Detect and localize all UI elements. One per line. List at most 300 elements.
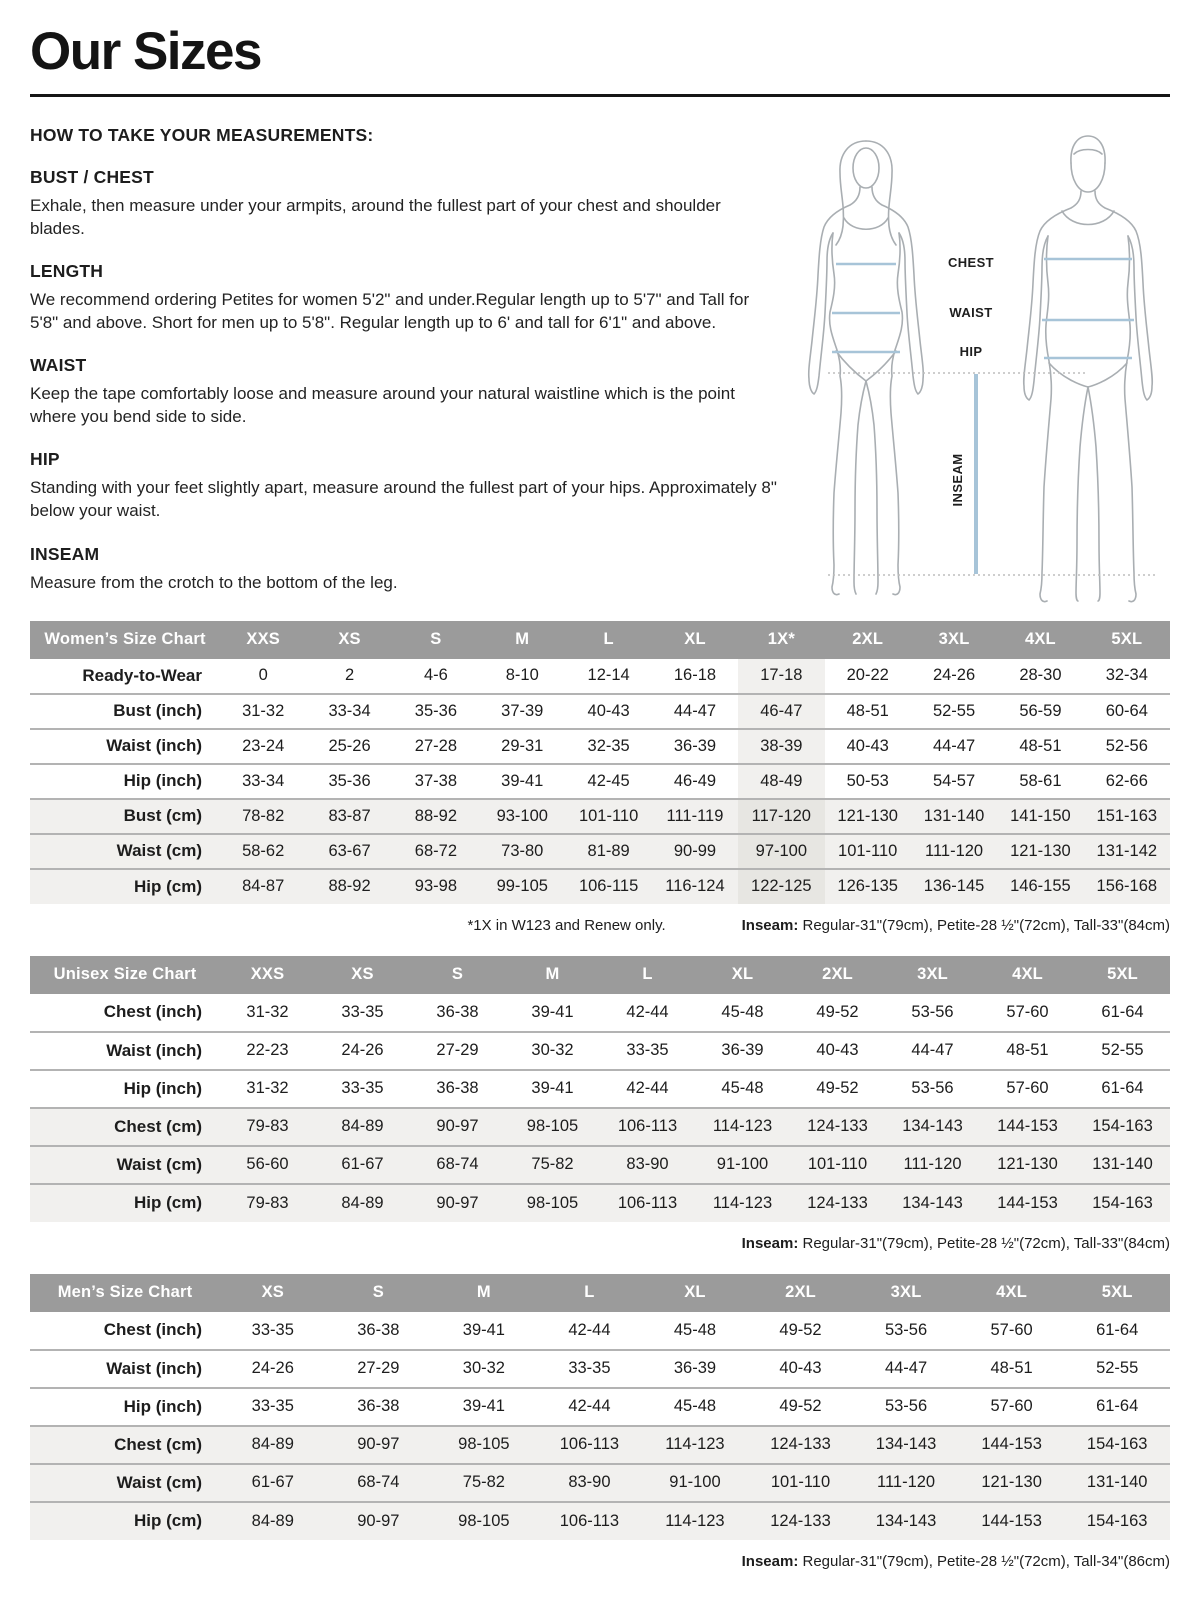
column-header: 2XL	[790, 956, 885, 994]
size-cell: 101-110	[790, 1146, 885, 1184]
intro-section	[30, 123, 1170, 603]
table-row	[30, 1184, 1170, 1222]
size-cell: 44-47	[652, 694, 738, 729]
size-cell: 131-140	[1075, 1146, 1170, 1184]
size-cell: 22-23	[220, 1032, 315, 1070]
table-row	[30, 1070, 1170, 1108]
inseam-footnote-label: Inseam:	[741, 916, 799, 934]
size-cell: 31-32	[220, 1070, 315, 1108]
size-cell: 106-113	[600, 1108, 695, 1146]
size-cell: 35-36	[393, 694, 479, 729]
size-cell: 53-56	[885, 1070, 980, 1108]
size-cell: 144-153	[980, 1184, 1075, 1222]
size-cell: 124-133	[790, 1108, 885, 1146]
table-row	[30, 1108, 1170, 1146]
size-cell: 24-26	[315, 1032, 410, 1070]
size-cell: 78-82	[220, 799, 306, 834]
size-cell: 40-43	[748, 1350, 854, 1388]
size-cell: 154-163	[1064, 1426, 1170, 1464]
size-cell: 101-110	[748, 1464, 854, 1502]
size-cell: 156-168	[1084, 869, 1170, 904]
womens-size-table	[30, 621, 1170, 904]
size-cell: 52-55	[1064, 1350, 1170, 1388]
size-cell: 45-48	[695, 1070, 790, 1108]
title-divider	[30, 94, 1170, 97]
instructions-heading: HOW TO TAKE YOUR MEASUREMENTS:	[30, 124, 374, 145]
row-label: Ready-to-Wear	[82, 665, 202, 685]
size-cell: 44-47	[911, 729, 997, 764]
inseam-footnote-text: Regular-31"(79cm), Petite-28 ½"(72cm), Tall-33"(84cm)	[798, 1234, 1170, 1252]
size-cell: 68-74	[410, 1146, 505, 1184]
size-cell: 61-64	[1064, 1388, 1170, 1426]
row-label: Chest (inch)	[103, 1002, 202, 1022]
size-cell: 48-51	[980, 1032, 1075, 1070]
column-header: XL	[695, 956, 790, 994]
column-header: S	[393, 621, 479, 659]
size-cell: 53-56	[853, 1388, 959, 1426]
column-header: 5XL	[1064, 1274, 1170, 1312]
table-row	[30, 1032, 1170, 1070]
size-cell: 124-133	[790, 1184, 885, 1222]
size-cell: 58-61	[997, 764, 1083, 799]
size-cell: 144-153	[959, 1426, 1065, 1464]
section-waist	[30, 355, 778, 428]
size-cell: 68-72	[393, 834, 479, 869]
size-cell: 42-44	[626, 1002, 669, 1021]
size-cell: 36-38	[326, 1388, 432, 1426]
table-row	[30, 869, 1170, 904]
woman-figure	[809, 141, 924, 595]
size-cell: 81-89	[565, 834, 651, 869]
size-cell: 37-38	[393, 764, 479, 799]
size-cell: 17-18	[738, 659, 824, 694]
size-cell: 114-123	[695, 1184, 790, 1222]
column-header: S	[410, 956, 505, 994]
size-cell: 49-52	[779, 1320, 822, 1339]
size-cell: 154-163	[1075, 1108, 1170, 1146]
size-cell: 45-48	[721, 1002, 764, 1021]
unisex-size-table	[30, 956, 1170, 1222]
size-cell: 111-119	[652, 799, 738, 834]
size-cell: 45-48	[642, 1388, 748, 1426]
size-cell: 40-43	[790, 1032, 885, 1070]
size-cell: 90-97	[326, 1502, 432, 1540]
size-cell: 154-163	[1075, 1184, 1170, 1222]
size-cell: 84-89	[220, 1502, 326, 1540]
size-cell: 33-35	[537, 1350, 643, 1388]
row-label: Hip (cm)	[30, 1184, 220, 1222]
row-label: Waist (cm)	[30, 834, 220, 869]
column-header: XS	[306, 621, 392, 659]
column-header: 2XL	[748, 1274, 854, 1312]
size-cell: 97-100	[738, 834, 824, 869]
size-cell: 68-74	[326, 1464, 432, 1502]
inseam-footnote	[742, 1235, 1170, 1252]
mens-size-table	[30, 1274, 1170, 1540]
size-cell: 111-120	[853, 1464, 959, 1502]
table-row	[30, 799, 1170, 834]
size-cell: 61-64	[1096, 1320, 1139, 1339]
size-cell: 134-143	[853, 1426, 959, 1464]
size-cell: 144-153	[959, 1502, 1065, 1540]
man-figure	[1024, 136, 1153, 602]
size-cell: 90-97	[326, 1426, 432, 1464]
size-cell: 46-47	[738, 694, 824, 729]
size-cell: 33-35	[600, 1032, 695, 1070]
section-bust-chest	[30, 167, 778, 240]
table-row	[30, 659, 1170, 694]
size-cell: 49-52	[790, 1070, 885, 1108]
size-cell: 32-35	[565, 729, 651, 764]
size-cell: 36-38	[410, 1070, 505, 1108]
size-cell: 93-100	[479, 799, 565, 834]
mens-size-chart-block	[30, 1274, 1170, 1570]
footnote-note: *1X in W123 and Renew only.	[467, 916, 666, 934]
size-cell: 90-99	[652, 834, 738, 869]
size-cell: 91-100	[695, 1146, 790, 1184]
size-cell: 27-29	[410, 1032, 505, 1070]
inseam-label: INSEAM	[950, 453, 965, 507]
section-length	[30, 261, 778, 334]
size-cell: 106-113	[600, 1184, 695, 1222]
size-cell: 106-115	[565, 869, 651, 904]
size-cell: 46-49	[652, 764, 738, 799]
size-cell: 29-31	[479, 729, 565, 764]
size-cell: 75-82	[431, 1464, 537, 1502]
size-cell: 8-10	[505, 666, 539, 685]
size-cell: 33-34	[220, 764, 306, 799]
size-cell: 84-89	[315, 1184, 410, 1222]
size-cell: 56-60	[220, 1146, 315, 1184]
size-cell: 122-125	[738, 869, 824, 904]
inseam-footnote-text: Regular-31"(79cm), Petite-28 ½"(72cm), Tall-33"(84cm)	[798, 916, 1170, 934]
size-cell: 114-123	[642, 1426, 748, 1464]
column-header: 3XL	[911, 621, 997, 659]
row-label: Waist (inch)	[30, 1350, 220, 1388]
column-header: M	[505, 956, 600, 994]
column-header: XS	[315, 956, 410, 994]
size-cell: 90-97	[410, 1108, 505, 1146]
size-cell: 73-80	[479, 834, 565, 869]
table-title: Men’s Size Chart	[30, 1274, 220, 1312]
size-cell: 30-32	[431, 1350, 537, 1388]
hip-label: HIP	[959, 343, 983, 359]
table-title: Unisex Size Chart	[30, 956, 220, 994]
size-cell: 39-41	[431, 1388, 537, 1426]
size-cell: 36-39	[652, 729, 738, 764]
size-cell: 32-34	[1105, 666, 1148, 685]
size-cell: 90-97	[410, 1184, 505, 1222]
size-cell: 84-89	[220, 1426, 326, 1464]
size-cell: 136-145	[911, 869, 997, 904]
column-header: S	[326, 1274, 432, 1312]
column-header: L	[565, 621, 651, 659]
row-label: Chest (cm)	[30, 1426, 220, 1464]
size-cell: 42-45	[565, 764, 651, 799]
size-cell: 83-90	[600, 1146, 695, 1184]
table-row	[30, 1502, 1170, 1540]
size-cell: 98-105	[431, 1426, 537, 1464]
mens-footnote	[30, 1553, 1170, 1570]
row-label: Hip (cm)	[30, 869, 220, 904]
table-row	[30, 1388, 1170, 1426]
size-cell: 61-67	[220, 1464, 326, 1502]
size-cell: 101-110	[565, 799, 651, 834]
row-label: Waist (inch)	[30, 729, 220, 764]
size-cell: 111-120	[911, 834, 997, 869]
size-cell: 79-83	[220, 1184, 315, 1222]
size-cell: 36-38	[357, 1320, 400, 1339]
size-cell: 30-32	[505, 1032, 600, 1070]
section-title: WAIST	[30, 355, 87, 376]
size-cell: 56-59	[997, 694, 1083, 729]
size-cell: 40-43	[825, 729, 911, 764]
size-cell: 49-52	[816, 1002, 859, 1021]
womens-footnote	[30, 917, 1170, 934]
row-label: Waist (cm)	[30, 1146, 220, 1184]
size-cell: 124-133	[748, 1426, 854, 1464]
size-cell: 98-105	[505, 1108, 600, 1146]
size-cell: 0	[258, 666, 268, 685]
size-cell: 33-35	[315, 1070, 410, 1108]
section-title: INSEAM	[30, 543, 100, 564]
size-cell: 24-26	[932, 666, 976, 685]
size-charts	[30, 621, 1170, 1570]
table-row	[30, 694, 1170, 729]
size-cell: 101-110	[825, 834, 911, 869]
table-row	[30, 1464, 1170, 1502]
column-header: 5XL	[1075, 956, 1170, 994]
size-cell: 75-82	[505, 1146, 600, 1184]
row-label: Hip (inch)	[30, 1388, 220, 1426]
size-cell: 36-39	[695, 1032, 790, 1070]
size-cell: 124-133	[748, 1502, 854, 1540]
table-row	[30, 729, 1170, 764]
size-cell: 28-30	[1019, 666, 1062, 685]
chest-label: CHEST	[947, 254, 995, 270]
column-header: XL	[652, 621, 738, 659]
table-row	[30, 1312, 1170, 1350]
table-row	[30, 1350, 1170, 1388]
size-cell: 62-66	[1084, 764, 1170, 799]
size-cell: 121-130	[959, 1464, 1065, 1502]
row-label: Bust (cm)	[30, 799, 220, 834]
section-title: BUST / CHEST	[30, 166, 154, 187]
size-cell: 57-60	[1006, 1002, 1049, 1021]
column-header: 4XL	[997, 621, 1083, 659]
size-cell: 146-155	[997, 869, 1083, 904]
size-cell: 16-18	[673, 666, 717, 685]
size-cell: 2	[344, 666, 355, 685]
table-row	[30, 994, 1170, 1032]
size-cell: 50-53	[825, 764, 911, 799]
column-header: XS	[220, 1274, 326, 1312]
body-measurement-illustration	[790, 123, 1170, 603]
size-cell: 31-32	[220, 694, 306, 729]
table-row	[30, 1426, 1170, 1464]
size-cell: 36-38	[436, 1002, 479, 1021]
column-header: XXS	[220, 956, 315, 994]
size-cell: 131-142	[1084, 834, 1170, 869]
size-cell: 39-41	[462, 1320, 505, 1339]
size-cell: 25-26	[306, 729, 392, 764]
size-cell: 58-62	[220, 834, 306, 869]
size-cell: 99-105	[479, 869, 565, 904]
size-cell: 61-67	[315, 1146, 410, 1184]
size-cell: 61-64	[1075, 1070, 1170, 1108]
column-header: 5XL	[1084, 621, 1170, 659]
size-cell: 54-57	[911, 764, 997, 799]
size-cell: 52-55	[1075, 1032, 1170, 1070]
size-cell: 83-90	[537, 1464, 643, 1502]
column-header: L	[600, 956, 695, 994]
size-cell: 83-87	[306, 799, 392, 834]
size-cell: 84-89	[315, 1108, 410, 1146]
row-label: Bust (inch)	[30, 694, 220, 729]
column-header: 2XL	[825, 621, 911, 659]
size-cell: 114-123	[642, 1502, 748, 1540]
page-title: Our Sizes	[30, 22, 261, 81]
size-cell: 44-47	[853, 1350, 959, 1388]
inseam-footnote-label: Inseam:	[741, 1234, 799, 1252]
row-label: Hip (inch)	[30, 764, 220, 799]
size-cell: 53-56	[911, 1002, 954, 1021]
waist-label: WAIST	[949, 304, 993, 320]
size-cell: 48-49	[738, 764, 824, 799]
size-cell: 106-113	[537, 1426, 643, 1464]
size-cell: 111-120	[885, 1146, 980, 1184]
size-cell: 42-44	[568, 1320, 611, 1339]
size-cell: 4-6	[423, 666, 448, 685]
size-cell: 116-124	[652, 869, 738, 904]
size-cell: 42-44	[537, 1388, 643, 1426]
womens-size-chart-block	[30, 621, 1170, 934]
size-cell: 63-67	[306, 834, 392, 869]
section-hip	[30, 449, 778, 522]
size-cell: 154-163	[1064, 1502, 1170, 1540]
inseam-footnote	[742, 917, 1170, 934]
size-cell: 38-39	[738, 729, 824, 764]
size-cell: 134-143	[885, 1184, 980, 1222]
column-header: 4XL	[959, 1274, 1065, 1312]
row-label: Waist (cm)	[30, 1464, 220, 1502]
size-cell: 48-51	[997, 729, 1083, 764]
size-cell: 27-28	[393, 729, 479, 764]
size-cell: 39-41	[531, 1002, 574, 1021]
row-label: Chest (inch)	[103, 1320, 202, 1340]
size-cell: 117-120	[738, 799, 824, 834]
table-row	[30, 764, 1170, 799]
size-cell: 52-56	[1084, 729, 1170, 764]
size-cell: 20-22	[846, 666, 889, 685]
inseam-footnote-text: Regular-31"(79cm), Petite-28 ½"(72cm), Tall-34"(86cm)	[798, 1552, 1170, 1570]
size-cell: 121-130	[825, 799, 911, 834]
size-cell: 106-113	[537, 1502, 643, 1540]
size-cell: 42-44	[600, 1070, 695, 1108]
size-cell: 91-100	[642, 1464, 748, 1502]
size-cell: 53-56	[884, 1320, 928, 1339]
column-header: 3XL	[853, 1274, 959, 1312]
column-header: XL	[642, 1274, 748, 1312]
table-row	[30, 1146, 1170, 1184]
size-cell: 27-29	[326, 1350, 432, 1388]
inseam-footnote-label: Inseam:	[741, 1552, 799, 1570]
size-cell: 40-43	[565, 694, 651, 729]
size-cell: 33-35	[341, 1002, 384, 1021]
section-body: Keep the tape comfortably loose and measure around your natural waistline which is the point where you bend side to side.	[30, 384, 735, 427]
size-cell: 45-48	[673, 1320, 717, 1339]
unisex-footnote	[30, 1235, 1170, 1252]
size-cell: 141-150	[997, 799, 1083, 834]
size-cell: 88-92	[306, 869, 392, 904]
row-label: Hip (inch)	[30, 1070, 220, 1108]
size-cell: 24-26	[220, 1350, 326, 1388]
size-cell: 151-163	[1084, 799, 1170, 834]
size-cell: 52-55	[911, 694, 997, 729]
section-inseam	[30, 544, 778, 594]
table-title: Women’s Size Chart	[30, 621, 220, 659]
size-cell: 60-64	[1084, 694, 1170, 729]
size-cell: 88-92	[393, 799, 479, 834]
section-title: HIP	[30, 449, 60, 470]
size-cell: 23-24	[220, 729, 306, 764]
size-cell: 121-130	[980, 1146, 1075, 1184]
size-cell: 98-105	[431, 1502, 537, 1540]
size-cell: 126-135	[825, 869, 911, 904]
column-header: XXS	[220, 621, 306, 659]
column-header: 4XL	[980, 956, 1075, 994]
column-header: L	[537, 1274, 643, 1312]
measurement-diagram	[788, 123, 1170, 603]
size-cell: 57-60	[959, 1388, 1065, 1426]
size-cell: 33-34	[306, 694, 392, 729]
size-cell: 37-39	[479, 694, 565, 729]
size-cell: 36-39	[642, 1350, 748, 1388]
size-cell: 134-143	[885, 1108, 980, 1146]
size-cell: 35-36	[306, 764, 392, 799]
row-label: Chest (cm)	[30, 1108, 220, 1146]
size-cell: 48-51	[959, 1350, 1065, 1388]
size-cell: 131-140	[911, 799, 997, 834]
size-cell: 131-140	[1064, 1464, 1170, 1502]
size-cell: 84-87	[220, 869, 306, 904]
unisex-size-chart-block	[30, 956, 1170, 1252]
section-body: Standing with your feet slightly apart, measure around the fullest part of your hips. Approximately 8" below your waist.	[30, 478, 777, 521]
section-body: Measure from the crotch to the bottom of the leg.	[30, 572, 398, 592]
size-cell: 121-130	[997, 834, 1083, 869]
size-cell: 49-52	[748, 1388, 854, 1426]
size-cell: 61-64	[1101, 1002, 1144, 1021]
table-row	[30, 834, 1170, 869]
section-title: LENGTH	[30, 260, 104, 281]
size-cell: 57-60	[990, 1320, 1033, 1339]
measurement-instructions	[30, 123, 788, 594]
row-label: Hip (cm)	[30, 1502, 220, 1540]
size-cell: 98-105	[505, 1184, 600, 1222]
size-cell: 44-47	[885, 1032, 980, 1070]
column-header: 1X*	[738, 621, 824, 659]
size-cell: 39-41	[505, 1070, 600, 1108]
size-cell: 144-153	[980, 1108, 1075, 1146]
size-cell: 79-83	[220, 1108, 315, 1146]
size-cell: 12-14	[587, 666, 630, 685]
size-cell: 39-41	[479, 764, 565, 799]
size-cell: 134-143	[853, 1502, 959, 1540]
inseam-footnote	[742, 1553, 1170, 1570]
row-label: Waist (inch)	[30, 1032, 220, 1070]
column-header: 3XL	[885, 956, 980, 994]
size-cell: 48-51	[825, 694, 911, 729]
